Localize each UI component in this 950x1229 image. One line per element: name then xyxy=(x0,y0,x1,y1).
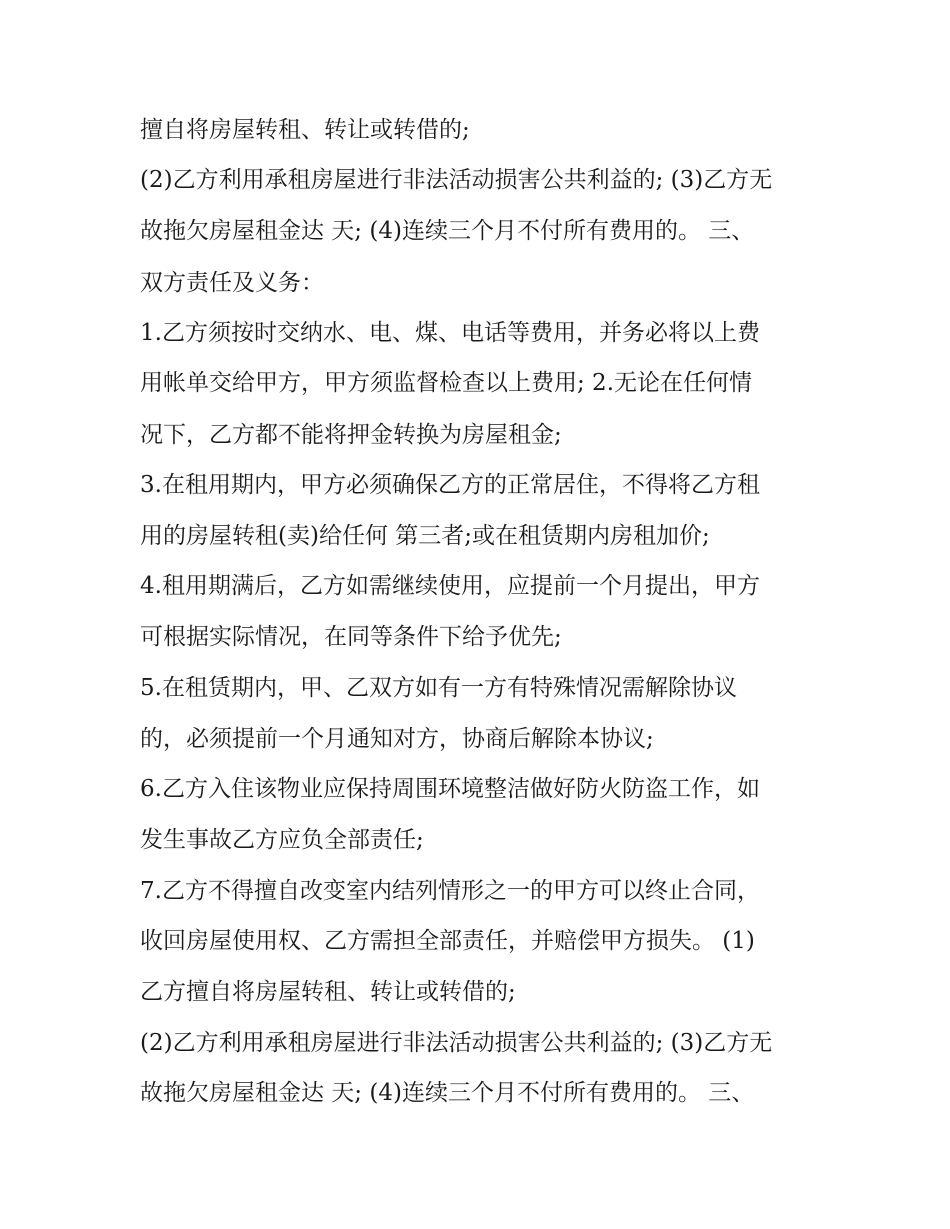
text-line: 用帐单交给甲方，甲方须监督检查以上费用; 2.无论在任何情 xyxy=(140,370,753,396)
text-line: 用的房屋转租(卖)给任何 第三者;或在租赁期内房租加价; xyxy=(140,523,710,549)
text-line: (2)乙方利用承租房屋进行非法活动损害公共利益的; (3)乙方无 xyxy=(140,1030,773,1056)
text-line: 故拖欠房屋租金达 天; (4)连续三个月不付所有费用的。 三、 xyxy=(140,1080,755,1106)
text-line: 的，必须提前一个月通知对方，协商后解除本协议; xyxy=(140,726,654,752)
text-line: 收回房屋使用权、乙方需担全部责任，并赔偿甲方损失。 (1) xyxy=(140,928,755,954)
text-line: 乙方擅自将房屋转租、转让或转借的; xyxy=(140,979,516,1005)
text-line: 况下，乙方都不能将押金转换为房屋租金; xyxy=(140,422,562,448)
text-line: 5.在租赁期内，甲、乙双方如有一方有特殊情况需解除协议 xyxy=(140,675,737,701)
text-line: 可根据实际情况，在同等条件下给予优先; xyxy=(140,624,562,650)
text-line: (2)乙方利用承租房屋进行非法活动损害公共利益的; (3)乙方无 xyxy=(140,167,773,193)
text-line: 发生事故乙方应负全部责任; xyxy=(140,827,424,853)
text-line: 3.在租用期内，甲方必须确保乙方的正常居住，不得将乙方租 xyxy=(140,472,760,498)
text-line: 双方责任及义务： xyxy=(140,270,324,296)
text-line: 7.乙方不得擅自改变室内结列情形之一的甲方可以终止合同， xyxy=(140,878,760,904)
text-line: 4.租用期满后，乙方如需继续使用，应提前一个月提出，甲方 xyxy=(140,573,760,599)
text-line: 擅自将房屋转租、转让或转借的; xyxy=(140,117,470,143)
text-line: 1.乙方须按时交纳水、电、煤、电话等费用，并务必将以上费 xyxy=(140,320,760,346)
text-line: 故拖欠房屋租金达 天; (4)连续三个月不付所有费用的。 三、 xyxy=(140,218,755,244)
text-line: 6.乙方入住该物业应保持周围环境整洁做好防火防盗工作，如 xyxy=(140,776,760,802)
